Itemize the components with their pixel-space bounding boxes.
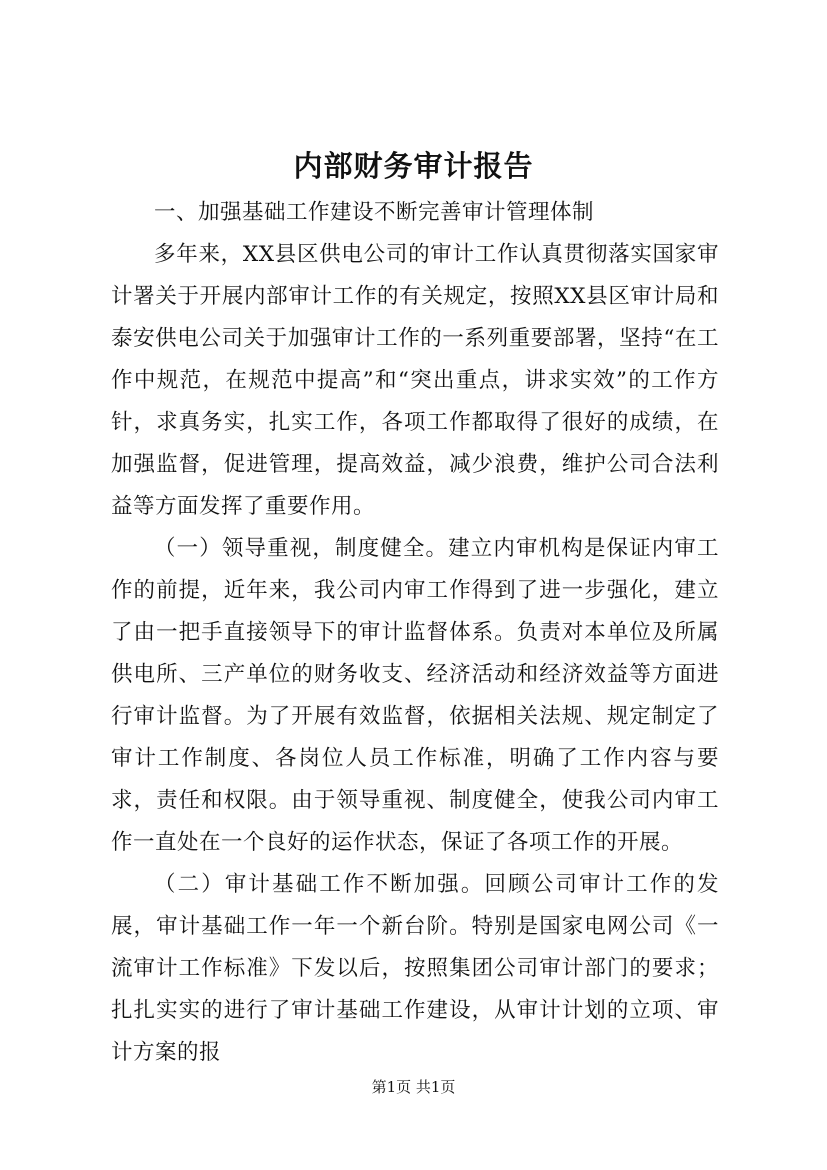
section-heading: 一、加强基础工作建设不断完善审计管理体制 (154, 200, 595, 225)
body-paragraph: 多年来，XX县区供电公司的审计工作认真贯彻落实国家审计署关于开展内部审计工作的有关规定，按照XX县区审计局和泰安供电公司关于加强审计工作的一系列重要部署，坚持“在工作中规范，在规范中提高”和“突出重点，讲求实效”的工作方针，求真务实，扎实工作，各项工作都取得了很好的成绩，在加强监督，促进管理，提高效益，减少浪费，维护公司合法利益等方面发挥了重要作用。 (111, 242, 719, 519)
document-body (111, 192, 719, 1074)
body-paragraph: （二）审计基础工作不断加强。回顾公司审计工作的发展，审计基础工作一年一个新台阶。特别是国家电网公司《一流审计工作标准》下发以后，按照集团公司审计部门的要求；扎扎实实的进行了审计基础工作建设，从审计计划的立项、审计方案的报 (111, 872, 719, 1065)
body-paragraph: （一）领导重视，制度健全。建立内审机构是保证内审工作的前提，近年来，我公司内审工作得到了进一步强化，建立了由一把手直接领导下的审计监督体系。负责对本单位及所属供电所、三产单位的财务收支、经济活动和经济效益等方面进行审计监督。为了开展有效监督，依据相关法规、规定制定了审计工作制度、各岗位人员工作标准，明确了工作内容与要求，责任和权限。由于领导重视、制度健全，使我公司内审工作一直处在一个良好的运作状态，保证了各项工作的开展。 (111, 536, 719, 855)
page-number-footer: 第1页 共1页 (371, 1078, 456, 1096)
document-title: 内部财务审计报告 (293, 149, 534, 183)
